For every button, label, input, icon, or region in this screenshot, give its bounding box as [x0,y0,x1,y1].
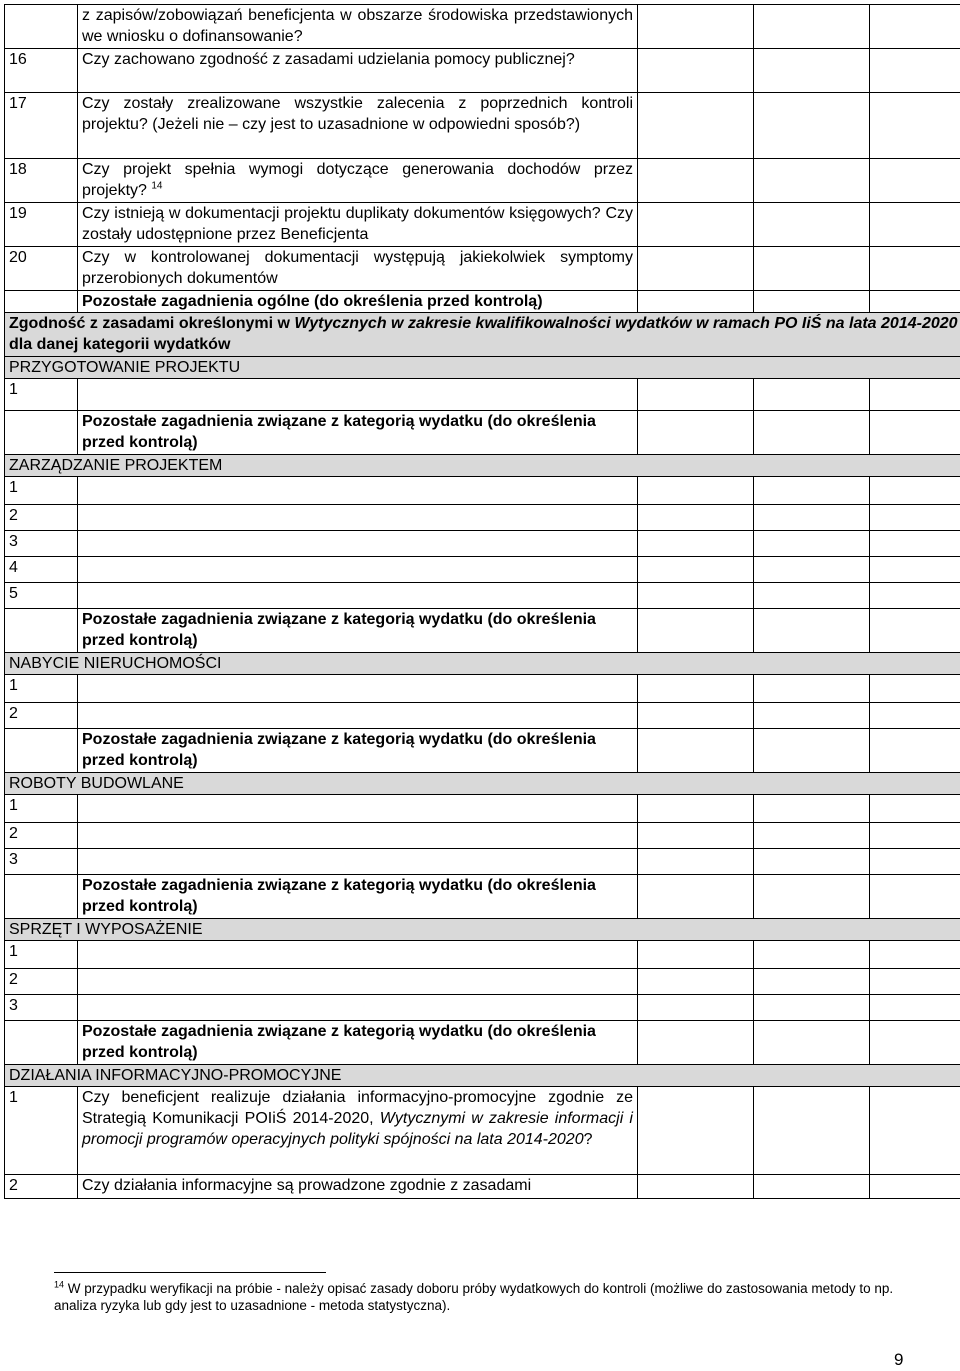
remarks-cell [870,703,960,729]
answer-cell-nie [754,531,870,557]
remarks-cell [870,675,960,703]
row-number: 2 [5,823,78,849]
section-header-kwalifikowalnosc [5,313,960,357]
answer-cell-nie [754,969,870,995]
answer-cell-tak [638,875,754,919]
row-number: 2 [5,505,78,531]
row-number: 5 [5,583,78,609]
section-title: ZARZĄDZANIE PROJEKTEM [5,455,960,477]
row-number: 3 [5,849,78,875]
footnote-separator [54,1272,326,1273]
question-cell: Pozostałe zagadnienia ogólne (do określenia przed kontrolą) [78,291,638,313]
table-row [5,49,960,93]
answer-cell-nie [754,609,870,653]
answer-cell-tak [638,1021,754,1065]
answer-cell-tak [638,1087,754,1175]
answer-cell-nie [754,849,870,875]
answer-cell-tak [638,379,754,411]
remarks-cell [870,247,960,291]
section-header [5,773,960,795]
question-cell [78,477,638,505]
question-cell [78,159,638,203]
remarks-cell [870,49,960,93]
remarks-cell [870,1175,960,1199]
table-row [5,411,960,455]
question-cell [78,941,638,969]
table-row [5,203,960,247]
answer-cell-tak [638,823,754,849]
remarks-cell [870,411,960,455]
table-row [5,729,960,773]
remarks-cell [870,505,960,531]
section-header [5,455,960,477]
remarks-cell [870,557,960,583]
question-cell: Pozostałe zagadnienia związane z kategorią wydatku (do określenia przed kontrolą) [78,875,638,919]
answer-cell-nie [754,411,870,455]
question-cell [78,203,638,247]
section-header [5,1065,960,1087]
remarks-cell [870,729,960,773]
question-cell [78,675,638,703]
table-row [5,477,960,505]
table-row [5,93,960,159]
answer-cell-nie [754,5,870,49]
remarks-cell [870,531,960,557]
question-text-italic: Wytycznymi w zakresie informacji i promocji programów operacyjnych polityki spójności na lata 2014-2020 [82,1110,633,1148]
row-number [5,291,78,313]
remarks-cell [870,203,960,247]
question-cell: Pozostałe zagadnienia związane z kategorią wydatku (do określenia przed kontrolą) [78,411,638,455]
answer-cell-tak [638,583,754,609]
answer-cell-nie [754,675,870,703]
answer-cell-tak [638,247,754,291]
answer-cell-nie [754,703,870,729]
question-cell [78,995,638,1021]
answer-cell-tak [638,849,754,875]
answer-cell-nie [754,1021,870,1065]
answer-cell-nie [754,941,870,969]
question-cell: Pozostałe zagadnienia związane z kategorią wydatku (do określenia przed kontrolą) [78,609,638,653]
answer-cell-tak [638,5,754,49]
answer-cell-nie [754,1175,870,1199]
answer-cell-tak [638,675,754,703]
section-title: DZIAŁANIA INFORMACYJNO-PROMOCYJNE [5,1065,960,1087]
table-row [5,875,960,919]
section-header [5,919,960,941]
question-text: Czy zachowano zgodność z zasadami udzielania pomocy publicznej? [82,51,575,68]
table-row [5,291,960,313]
row-number: 2 [5,1175,78,1199]
table-row [5,795,960,823]
remarks-cell [870,795,960,823]
remarks-cell [870,583,960,609]
question-cell [78,1087,638,1175]
row-number: 1 [5,477,78,505]
row-number: 2 [5,969,78,995]
question-cell [78,849,638,875]
remarks-cell [870,969,960,995]
row-number: 20 [5,247,78,291]
section-title: PRZYGOTOWANIE PROJEKTU [5,357,960,379]
question-cell [78,5,638,49]
checklist-table [4,4,960,1199]
row-number: 4 [5,557,78,583]
row-number: 1 [5,1087,78,1175]
answer-cell-nie [754,729,870,773]
footnote-marker: 14 [54,1279,65,1290]
answer-cell-nie [754,49,870,93]
remarks-cell [870,875,960,919]
section-title: SPRZĘT I WYPOSAŻENIE [5,919,960,941]
question-cell [78,49,638,93]
table-row [5,557,960,583]
remarks-cell [870,5,960,49]
section-header [5,653,960,675]
table-row [5,703,960,729]
table-row [5,995,960,1021]
answer-cell-nie [754,291,870,313]
question-cell [78,505,638,531]
row-number [5,609,78,653]
answer-cell-tak [638,995,754,1021]
row-number: 1 [5,941,78,969]
question-cell: Czy działania informacyjne są prowadzone zgodnie z zasadami [78,1175,638,1199]
answer-cell-nie [754,557,870,583]
section-title: NABYCIE NIERUCHOMOŚCI [5,653,960,675]
kwal-text-2: Wytycznych w zakresie kwalifikowalności wydatków w ramach PO IiŚ na lata 2014-2020 [294,315,958,332]
answer-cell-nie [754,823,870,849]
section-title [5,313,960,357]
row-number: 1 [5,379,78,411]
answer-cell-tak [638,505,754,531]
section-title: ROBOTY BUDOWLANE [5,773,960,795]
answer-cell-nie [754,477,870,505]
row-number: 16 [5,49,78,93]
row-number [5,729,78,773]
table-row [5,379,960,411]
remarks-cell [870,477,960,505]
answer-cell-tak [638,795,754,823]
answer-cell-nie [754,995,870,1021]
table-row [5,1087,960,1175]
row-number [5,1021,78,1065]
remarks-cell [870,941,960,969]
question-text: Czy projekt spełnia wymogi dotyczące generowania dochodów przez projekty? [82,161,633,199]
checklist-body [5,5,960,1199]
table-row [5,159,960,203]
table-row [5,1175,960,1199]
answer-cell-tak [638,49,754,93]
answer-cell-tak [638,703,754,729]
answer-cell-tak [638,729,754,773]
row-number [5,5,78,49]
remarks-cell [870,823,960,849]
question-cell [78,379,638,411]
answer-cell-nie [754,875,870,919]
answer-cell-tak [638,531,754,557]
remarks-cell [870,379,960,411]
remarks-cell [870,609,960,653]
table-row [5,969,960,995]
table-row [5,531,960,557]
answer-cell-nie [754,795,870,823]
row-number: 18 [5,159,78,203]
question-cell [78,531,638,557]
table-row [5,823,960,849]
answer-cell-tak [638,159,754,203]
answer-cell-nie [754,1087,870,1175]
table-row [5,505,960,531]
question-cell [78,795,638,823]
row-number: 3 [5,995,78,1021]
row-number [5,411,78,455]
table-row [5,5,960,49]
remarks-cell [870,93,960,159]
row-number: 3 [5,531,78,557]
row-number: 1 [5,675,78,703]
table-row [5,675,960,703]
remarks-cell [870,159,960,203]
footnote-ref: 14 [151,180,163,192]
table-row [5,609,960,653]
answer-cell-tak [638,557,754,583]
row-number: 1 [5,795,78,823]
footnote [54,1280,934,1314]
row-number: 19 [5,203,78,247]
question-cell [78,557,638,583]
page-number: 9 [894,1350,904,1369]
question-text: Czy istnieją w dokumentacji projektu duplikaty dokumentów księgowych? Czy zostały udostępnione przez Beneficjenta [82,205,633,243]
question-text: Czy zostały zrealizowane wszystkie zalecenia z poprzednich kontroli projektu? (Jeżeli nie – czy jest to uzasadnione w odpowiedni sposób?) [82,95,633,133]
remarks-cell [870,1021,960,1065]
question-text: Czy w kontrolowanej dokumentacji występują jakiekolwiek symptomy przerobionych dokumentów [82,249,633,287]
question-cell [78,969,638,995]
table-row [5,849,960,875]
remarks-cell [870,1087,960,1175]
answer-cell-nie [754,379,870,411]
row-number: 2 [5,703,78,729]
table-row [5,941,960,969]
remarks-cell [870,291,960,313]
kwal-text-1: Zgodność z zasadami określonymi w [9,315,290,332]
row-number [5,875,78,919]
answer-cell-tak [638,93,754,159]
answer-cell-tak [638,941,754,969]
answer-cell-tak [638,609,754,653]
question-cell: Pozostałe zagadnienia związane z kategorią wydatku (do określenia przed kontrolą) [78,1021,638,1065]
answer-cell-nie [754,505,870,531]
table-row [5,1021,960,1065]
answer-cell-nie [754,203,870,247]
answer-cell-tak [638,969,754,995]
table-row [5,247,960,291]
remarks-cell [870,995,960,1021]
answer-cell-nie [754,247,870,291]
question-cell: Pozostałe zagadnienia związane z kategorią wydatku (do określenia przed kontrolą) [78,729,638,773]
answer-cell-tak [638,1175,754,1199]
answer-cell-tak [638,411,754,455]
answer-cell-tak [638,203,754,247]
footnote-text: W przypadku weryfikacji na próbie - należy opisać zasady doboru próby wydatkowych do kontroli (możliwe do zastosowania metody to np. analiza ryzyka lub gdy jest to uzasadnione - metoda statystyczna). [54,1281,894,1313]
question-text-end: ? [583,1131,593,1148]
table-row [5,583,960,609]
row-number: 17 [5,93,78,159]
question-cell [78,93,638,159]
answer-cell-tak [638,477,754,505]
question-text: Czy beneficjent realizuje działania informacyjno-promocyjne zgodnie ze Strategią Komunikacji POIiŚ 2014-2020, [82,1089,633,1127]
question-cell [78,583,638,609]
answer-cell-nie [754,159,870,203]
question-cell [78,703,638,729]
remarks-cell [870,849,960,875]
answer-cell-tak [638,291,754,313]
answer-cell-nie [754,583,870,609]
question-cell [78,247,638,291]
kwal-text-3: dla danej kategorii wydatków [9,336,231,353]
section-header [5,357,960,379]
answer-cell-nie [754,93,870,159]
question-cell [78,823,638,849]
question-text: z zapisów/zobowiązań beneficjenta w obszarze środowiska przedstawionych we wniosku o dofinansowanie? [82,7,633,45]
